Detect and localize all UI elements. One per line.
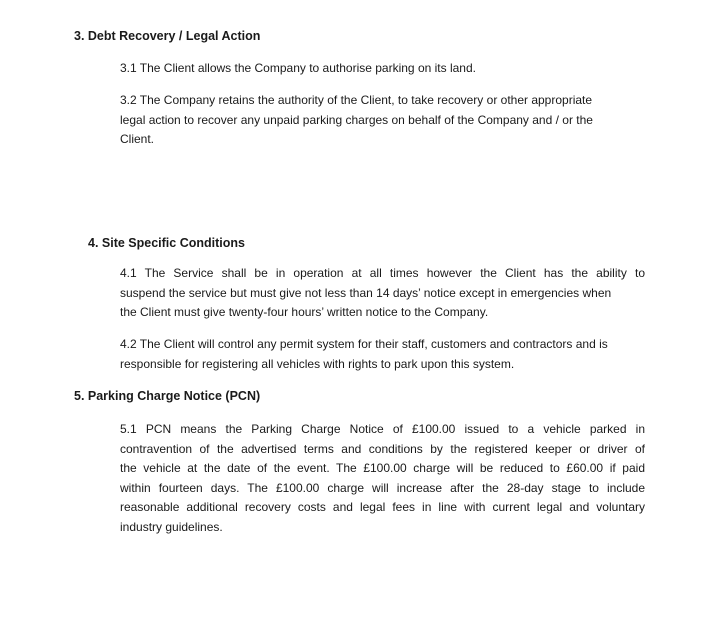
clause-5-1 [120,420,645,537]
clause-4-1-line-3: the Client must give twenty-four hours’ written notice to the Company. [120,305,489,319]
section-4-heading: 4. Site Specific Conditions [88,236,245,250]
clause-4-1-line-2: suspend the service but must give not less than 14 days’ notice except in emergencies when [120,285,612,300]
clause-5-1-line-2: contravention of the advertised terms and conditions by the registered keeper or driver of [120,441,645,456]
clause-4-2-line-1: 4.2 The Client will control any permit system for their staff, customers and contractors and is [120,337,608,351]
clause-3-2-line-1: 3.2 The Company retains the authority of the Client, to take recovery or other appropriate [120,93,593,107]
clause-3-1 [120,59,640,79]
clause-3-2 [120,91,640,150]
clause-5-1-line-3: the vehicle at the date of the event. The £100.00 charge will be reduced to £60.00 if paid [120,461,645,475]
clause-4-2 [120,335,645,374]
clause-4-1-line-1: 4.1 The Service shall be in operation at all times however the Client has the ability to [120,266,645,280]
clause-5-1-line-4: within fourteen days. The £100.00 charge will increase after the 28-day stage to include [120,480,645,495]
clause-4-2-line-2: responsible for registering all vehicles with rights to park upon this system. [120,356,515,371]
clause-5-1-line-5: reasonable additional recovery costs and legal fees in line with current legal and voluntary [120,500,645,514]
clause-3-1-line-1: 3.1 The Client allows the Company to authorise parking on its land. [120,61,476,75]
clause-5-1-line-1: 5.1 PCN means the Parking Charge Notice of £100.00 issued to a vehicle parked in [120,422,645,436]
section-3-heading: 3. Debt Recovery / Legal Action [74,29,261,43]
clause-3-2-line-3: Client. [120,132,155,146]
clause-4-1 [120,264,645,323]
clause-5-1-line-6: industry guidelines. [120,519,223,534]
clause-3-2-line-2: legal action to recover any unpaid parking charges on behalf of the Company and / or the [120,112,593,127]
section-5-heading: 5. Parking Charge Notice (PCN) [74,389,261,403]
